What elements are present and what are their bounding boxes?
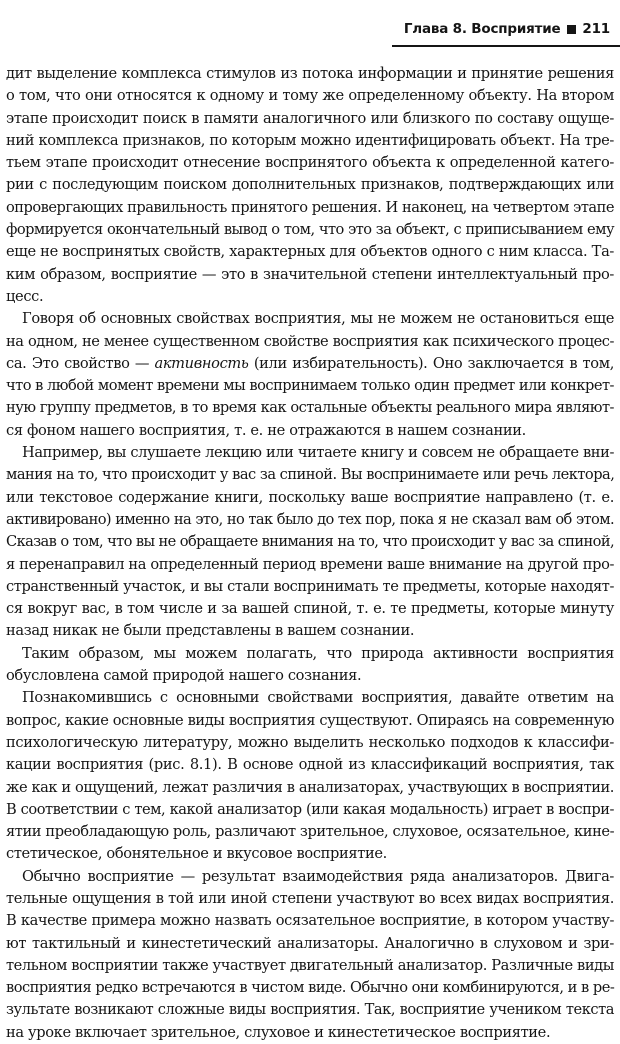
text-line: тельные ощущения в той или иной степени участвуют во всех видах восприятия. (6, 889, 614, 907)
paragraph (6, 866, 614, 1044)
text-line: активировано) именно на это, но так было до тех пор, пока я не сказал вам об этом. (6, 510, 614, 528)
text-line: дит выделение комплекса стимулов из потока информации и принятие решения (6, 65, 614, 82)
text-line: на одном, не менее существенном свойстве восприятия как психического процес- (6, 332, 614, 350)
text-line: ся фоном нашего восприятия, т. е. не отражаются в нашем сознании. (6, 421, 526, 439)
text-line (6, 353, 614, 375)
text-line: зультате возникают сложные виды восприятия. Так, восприятие учеником текста (6, 1001, 614, 1019)
page-number: 211 (582, 21, 610, 37)
text-line: или текстовое содержание книги, поскольку ваше восприятие направлено (т. е. (6, 488, 614, 506)
text-line: этапе происходит поиск в памяти аналогичного или близкого по составу ощуще- (6, 109, 614, 127)
text-line: стетическое, обонятельное и вкусовое восприятие. (6, 845, 387, 863)
text-line: ся вокруг вас, в том числе и за вашей спиной, т. е. те предметы, которые минуту (6, 600, 614, 618)
text-line: В соответствии с тем, какой анализатор (или какая модальность) играет в воспри- (6, 800, 614, 818)
text-line: опровергающих правильность принятого решения. И наконец, на четвертом этапе (6, 198, 614, 216)
text-line: тьем этапе происходит отнесение воспринятого объекта к определенной катего- (6, 154, 614, 172)
text-line: ятии преобладающую роль, различают зрительное, слуховое, осязательное, кине- (6, 823, 615, 841)
text-line: Например, вы слушаете лекцию или читаете книгу и совсем не обращаете вни- (22, 444, 614, 462)
text-line: ют тактильный и кинестетический анализаторы. Аналогично в слуховом и зри- (6, 934, 614, 952)
chapter-title: Глава 8. Восприятие (403, 21, 561, 37)
text-line: Обычно восприятие — результат взаимодействия ряда анализаторов. Двига- (22, 867, 614, 885)
body-text (6, 63, 614, 1044)
text-line: тельном восприятии также участвует двигательный анализатор. Различные виды (6, 956, 614, 974)
text-line: кации восприятия (рис. 8.1). В основе одной из классификаций восприятия, так (6, 756, 614, 774)
text-line: психологическую литературу, можно выделить несколько подходов к классифи- (6, 733, 614, 751)
text-line: что в любой момент времени мы воспринимаем только один предмет или конкрет- (6, 377, 614, 395)
emphasized-term: активность (154, 354, 249, 372)
text-line: обусловлена самой природой нашего сознания. (6, 667, 362, 685)
square-separator-icon (567, 25, 576, 34)
text-line: еще не воспринятых свойств, характерных для объектов одного с ним класса. Та- (6, 243, 614, 261)
text-line: Сказав о том, что вы не обращаете внимания на то, что происходит у вас за спиной, (6, 533, 614, 551)
text-line: же как и ощущений, лежат различия в анализаторах, участвующих в восприятии. (6, 778, 614, 796)
text-line: ную группу предметов, в то время как остальные объекты реального мира являют- (6, 399, 614, 417)
text-segment: (или избирательность). Оно заключается в том, (248, 354, 614, 372)
paragraph (6, 643, 614, 688)
paragraph (6, 442, 614, 643)
paragraph (6, 687, 614, 865)
text-line: назад никак не были представлены в вашем сознании. (6, 622, 415, 640)
text-line: о том, что они относятся к одному и тому же определенному объекту. На втором (6, 87, 614, 105)
text-line: я перенаправил на определенный период времени ваше внимание на другой про- (6, 555, 614, 573)
text-line: Таким образом, мы можем полагать, что природа активности восприятия (22, 644, 614, 662)
text-line: вопрос, какие основные виды восприятия существуют. Опираясь на современную (6, 711, 614, 729)
text-line: Говоря об основных свойствах восприятия, мы не можем не остановиться еще (22, 310, 614, 328)
running-header (404, 18, 610, 40)
text-line: на уроке включает зрительное, слуховое и кинестетическое восприятие. (6, 1023, 551, 1041)
text-line: восприятия редко встречаются в чистом виде. Обычно они комбинируются, и в ре- (6, 979, 615, 997)
header-rule (392, 45, 620, 47)
text-line: ний комплекса признаков, по которым можно идентифицировать объект. На тре- (6, 131, 614, 149)
paragraph (6, 63, 614, 308)
text-line: В качестве примера можно назвать осязательное восприятие, в котором участву- (6, 912, 614, 930)
text-segment: са. Это свойство — (6, 354, 155, 372)
text-line: Познакомившись с основными свойствами восприятия, давайте ответим на (22, 689, 614, 707)
text-line: мания на то, что происходит у вас за спиной. Вы воспринимаете или речь лектора, (6, 466, 615, 484)
text-line: странственный участок, и вы стали воспринимать те предметы, которые находят- (6, 577, 614, 595)
text-line: рии с последующим поиском дополнительных признаков, подтверждающих или (6, 176, 614, 194)
text-line: формируется окончательный вывод о том, что это за объект, с приписыванием ему (6, 221, 614, 239)
paragraph (6, 308, 614, 442)
text-line: ким образом, восприятие — это в значительной степени интеллектуальный про- (6, 265, 614, 283)
text-line: цесс. (6, 287, 44, 305)
